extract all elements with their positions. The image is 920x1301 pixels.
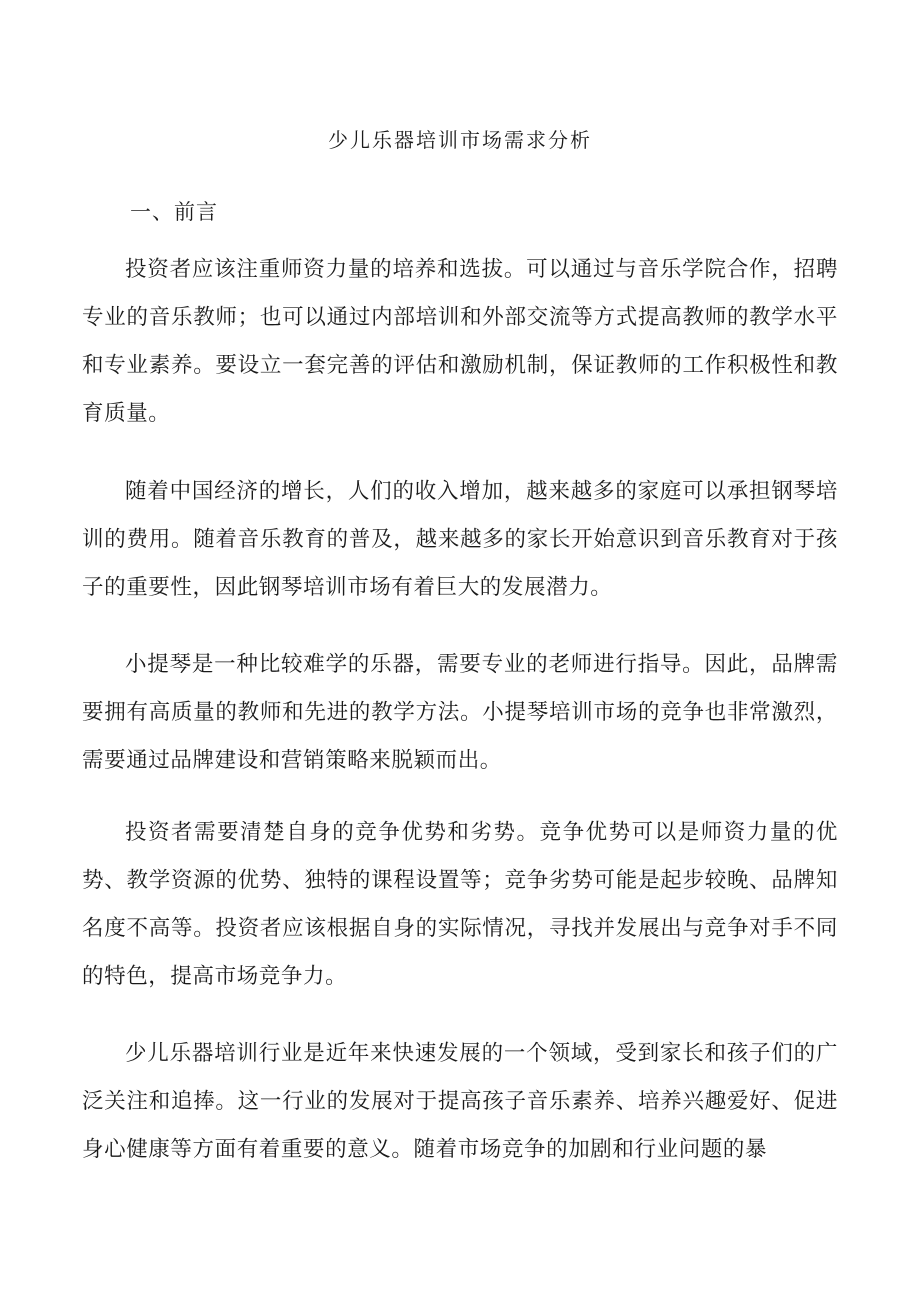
paragraph-violin-market: 小提琴是一种比较难学的乐器，需要专业的老师进行指导。因此，品牌需要拥有高质量的教师和先进的教学方法。小提琴培训市场的竞争也非常激烈，需要通过品牌建设和营销策略来脱颖而出。 [82,652,838,773]
document-title: 少儿乐器培训市场需求分析 [328,128,592,152]
paragraph-industry-overview: 少儿乐器培训行业是近年来快速发展的一个领域，受到家长和孩子们的广泛关注和追捧。这一行业的发展对于提高孩子音乐素养、培养兴趣爱好、促进身心健康等方面有着重要的意义。随着市场竞争的加剧和行业问题的暴 [82,1041,838,1162]
paragraph-competitive-analysis: 投资者需要清楚自身的竞争优势和劣势。竞争优势可以是师资力量的优势、教学资源的优势、独特的课程设置等；竞争劣势可能是起步较晚、品牌知名度不高等。投资者应该根据自身的实际情况，寻找并发展出与竞争对手不同的特色，提高市场竞争力。 [82,820,838,989]
paragraph-teacher-training: 投资者应该注重师资力量的培养和选拔。可以通过与音乐学院合作，招聘专业的音乐教师；也可以通过内部培训和外部交流等方式提高教师的教学水平和专业素养。要设立一套完善的评估和激励机制，保证教师的工作积极性和教育质量。 [82,257,838,426]
section-heading: 一、前言 [130,200,218,224]
paragraph-piano-market: 随着中国经济的增长，人们的收入增加，越来越多的家庭可以承担钢琴培训的费用。随着音乐教育的普及，越来越多的家长开始意识到音乐教育对于孩子的重要性，因此钢琴培训市场有着巨大的发展潜力。 [82,479,838,600]
